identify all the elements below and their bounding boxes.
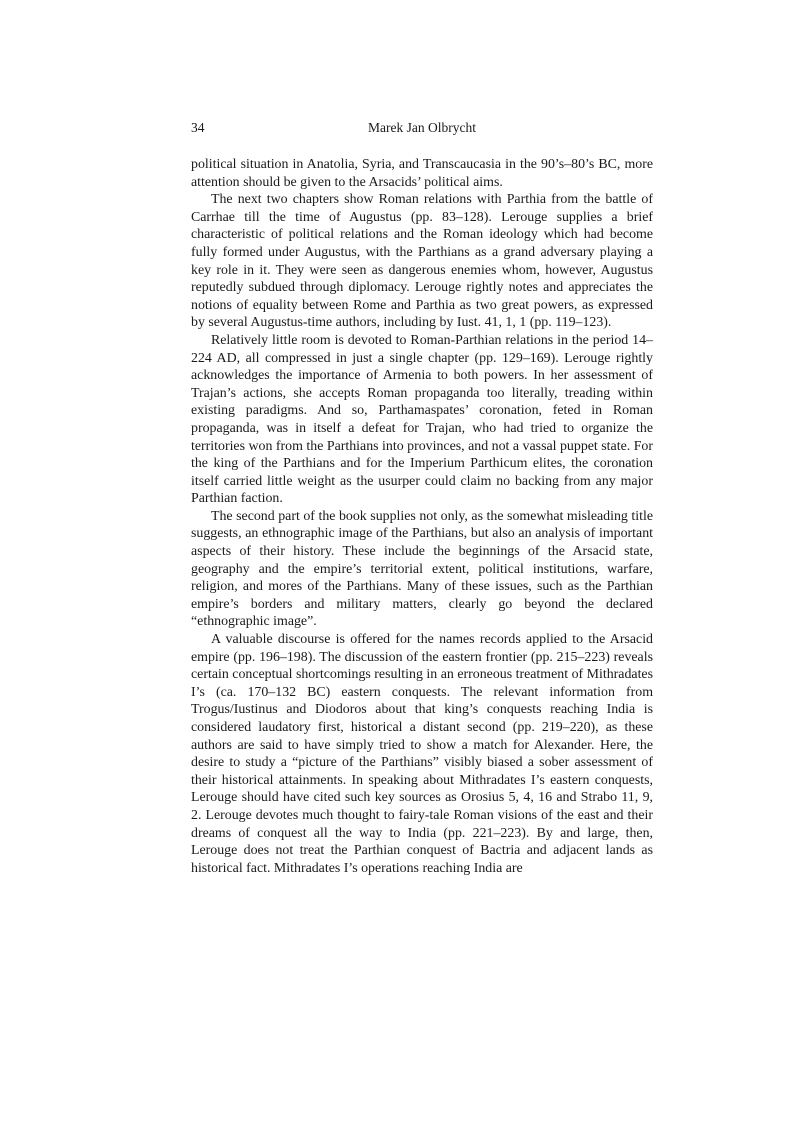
body-text: [191, 156, 653, 877]
paragraph-roman-relations-augustus: The next two chapters show Roman relations with Parthia from the battle of Carrhae till the time of Augustus (pp. 83–128). Lerouge supplies a brief characteristic of political relations and the Roman ideology which had become fully formed under Augustus, with the Parthians as a grand adversary playing a key role in it. They were seen as dangerous enemies whom, however, Augustus reputedly subdued through diplomacy. Lerouge rightly notes and appreciates the notions of equality between Rome and Parthia as two great powers, as expressed by several Augustus-time authors, including by Iust. 41, 1, 1 (pp. 119–123).: [191, 192, 653, 331]
paragraph-continuation: political situation in Anatolia, Syria, and Transcaucasia in the 90’s–80’s BC, more attention should be given to the Arsacids’ political aims.: [191, 157, 653, 190]
running-title: Marek Jan Olbrycht: [368, 120, 476, 135]
paragraph-second-part-of-book: The second part of the book supplies not only, as the somewhat misleading title suggests, an ethnographic image of the Parthians, but also an analysis of important aspects of their history. These include the beginnings of the Arsacid state, geography and the empire’s territorial extent, political institutions, warfare, religion, and mores of the Parthians. Many of these issues, such as the Parthian empire’s borders and military matters, clearly go beyond the declared “ethnographic image”.: [191, 508, 653, 630]
paragraph-eastern-frontier: A valuable discourse is offered for the names records applied to the Arsacid empire (pp. 196–198). The discussion of the eastern frontier (pp. 215–223) reveals certain conceptual shortcomings resulting in an erroneous treatment of Mithradates I’s (ca. 170–132 BC) eastern conquests. The relevant information from Trogus/Iustinus and Diodoros about that king’s conquests reaching India is considered laudatory first, historical a distant second (pp. 219–220), as these authors are said to have simply tried to show a match for Alexander. Here, the desire to study a “picture of the Parthians” visibly biased a sober assessment of their historical attainments. In speaking about Mithradates I’s eastern conquests, Lerouge should have cited such key sources as Orosius 5, 4, 16 and Strabo 11, 9, 2. Lerouge devotes much thought to fairy-tale Roman visions of the east and their dreams of conquest all the way to India (pp. 221–223). By and large, then, Lerouge does not treat the Parthian conquest of Bactria and adjacent lands as historical fact. Mithradates I’s operations reaching India are: [191, 632, 653, 876]
page: [191, 118, 653, 877]
page-number: 34: [191, 120, 205, 135]
running-head: [191, 118, 653, 138]
paragraph-roman-parthian-period: Relatively little room is devoted to Roman-Parthian relations in the period 14–224 AD, all compressed in just a single chapter (pp. 129–169). Lerouge rightly acknowledges the importance of Armenia to both powers. In her assessment of Trajan’s actions, she accepts Roman propaganda too literally, treading within existing paradigms. And so, Parthamaspates’ coronation, feted in Roman propaganda, was in itself a defeat for Trajan, who had tried to organize the territories won from the Parthians into provinces, and not a vassal puppet state. For the king of the Parthians and for the Imperium Parthicum elites, the coronation itself carried little weight as the usurper could claim no backing from any major Parthian faction.: [191, 332, 653, 507]
